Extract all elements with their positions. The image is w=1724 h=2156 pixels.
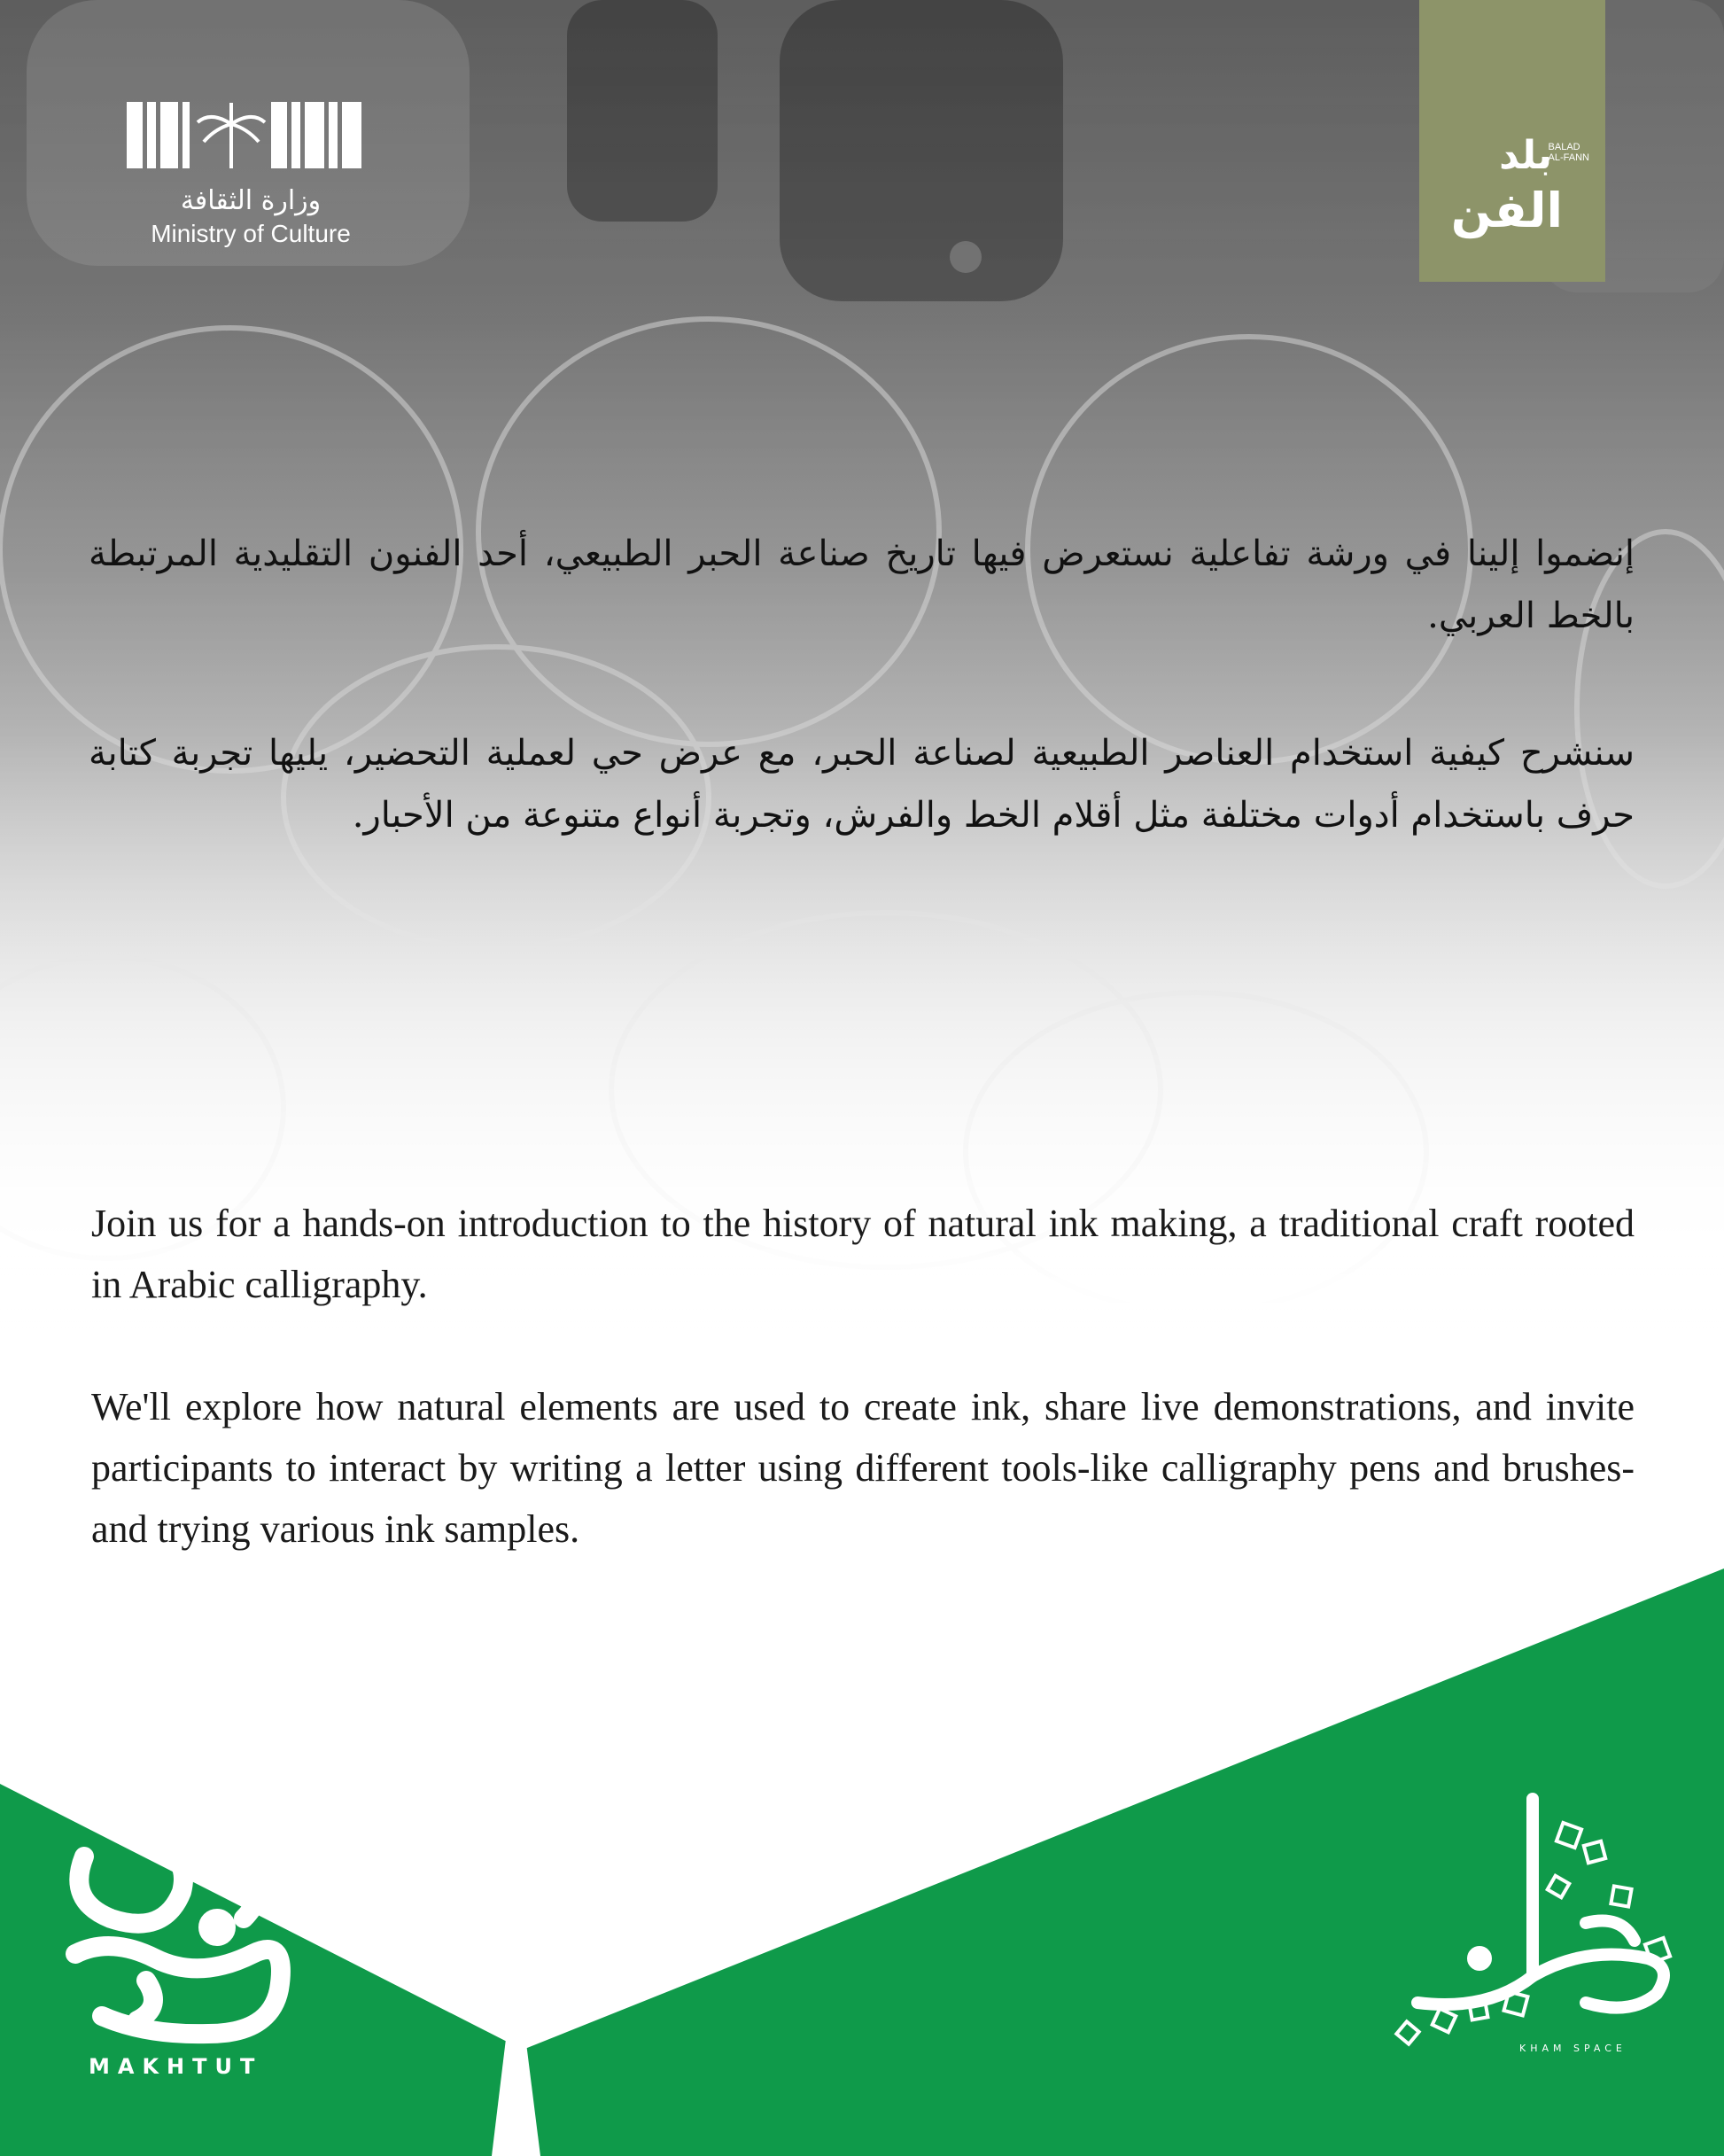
alfann-word: الفن <box>1450 183 1563 238</box>
kham-space-label: KHAM SPACE <box>1519 2043 1627 2054</box>
makhtut-logo-icon <box>49 1803 306 2069</box>
balad-latin-line1: BALAD <box>1548 142 1580 152</box>
ministry-of-culture-logo <box>122 97 379 257</box>
makhtut-label: MAKHTUT <box>89 2054 263 2079</box>
kham-space-logo-icon <box>1382 1790 1683 2065</box>
balad-al-fann-logo <box>1419 0 1605 282</box>
ministry-name-arabic: وزارة الثقافة <box>180 185 322 216</box>
balad-latin-line2: AL-FANN <box>1548 152 1589 163</box>
english-paragraph-details: We'll explore how natural elements are used to create ink, share live demonstrations, and invite participants to interact by writing a letter using different tools-like calligraphy pens and brushes-and trying various ink samples. <box>91 1385 1635 1551</box>
balad-latin-label <box>1549 142 1589 163</box>
ministry-logo-mark-icon <box>122 97 379 177</box>
english-paragraph-intro: Join us for a hands-on introduction to the history of natural ink making, a traditional craft rooted in Arabic calligraphy. <box>91 1202 1635 1306</box>
arabic-paragraph-intro: إنضموا إلينا في ورشة تفاعلية نستعرض فيها تاريخ صناعة الحبر الطبيعي، أحد الفنون التقليدية المرتبطة بالخط العربي. <box>89 533 1635 636</box>
arabic-paragraph-details: سنشرح كيفية استخدام العناصر الطبيعية لصناعة الحبر، مع عرض حي لعملية التحضير، يليها تجربة كتابة حرف باستخدام أدوات مختلفة مثل أقلام الخط والفرش، وتجربة أنواع متنوعة من الأحبار. <box>89 733 1635 836</box>
ministry-name-english: Ministry of Culture <box>151 220 351 247</box>
balad-word: بلد <box>1499 133 1552 178</box>
